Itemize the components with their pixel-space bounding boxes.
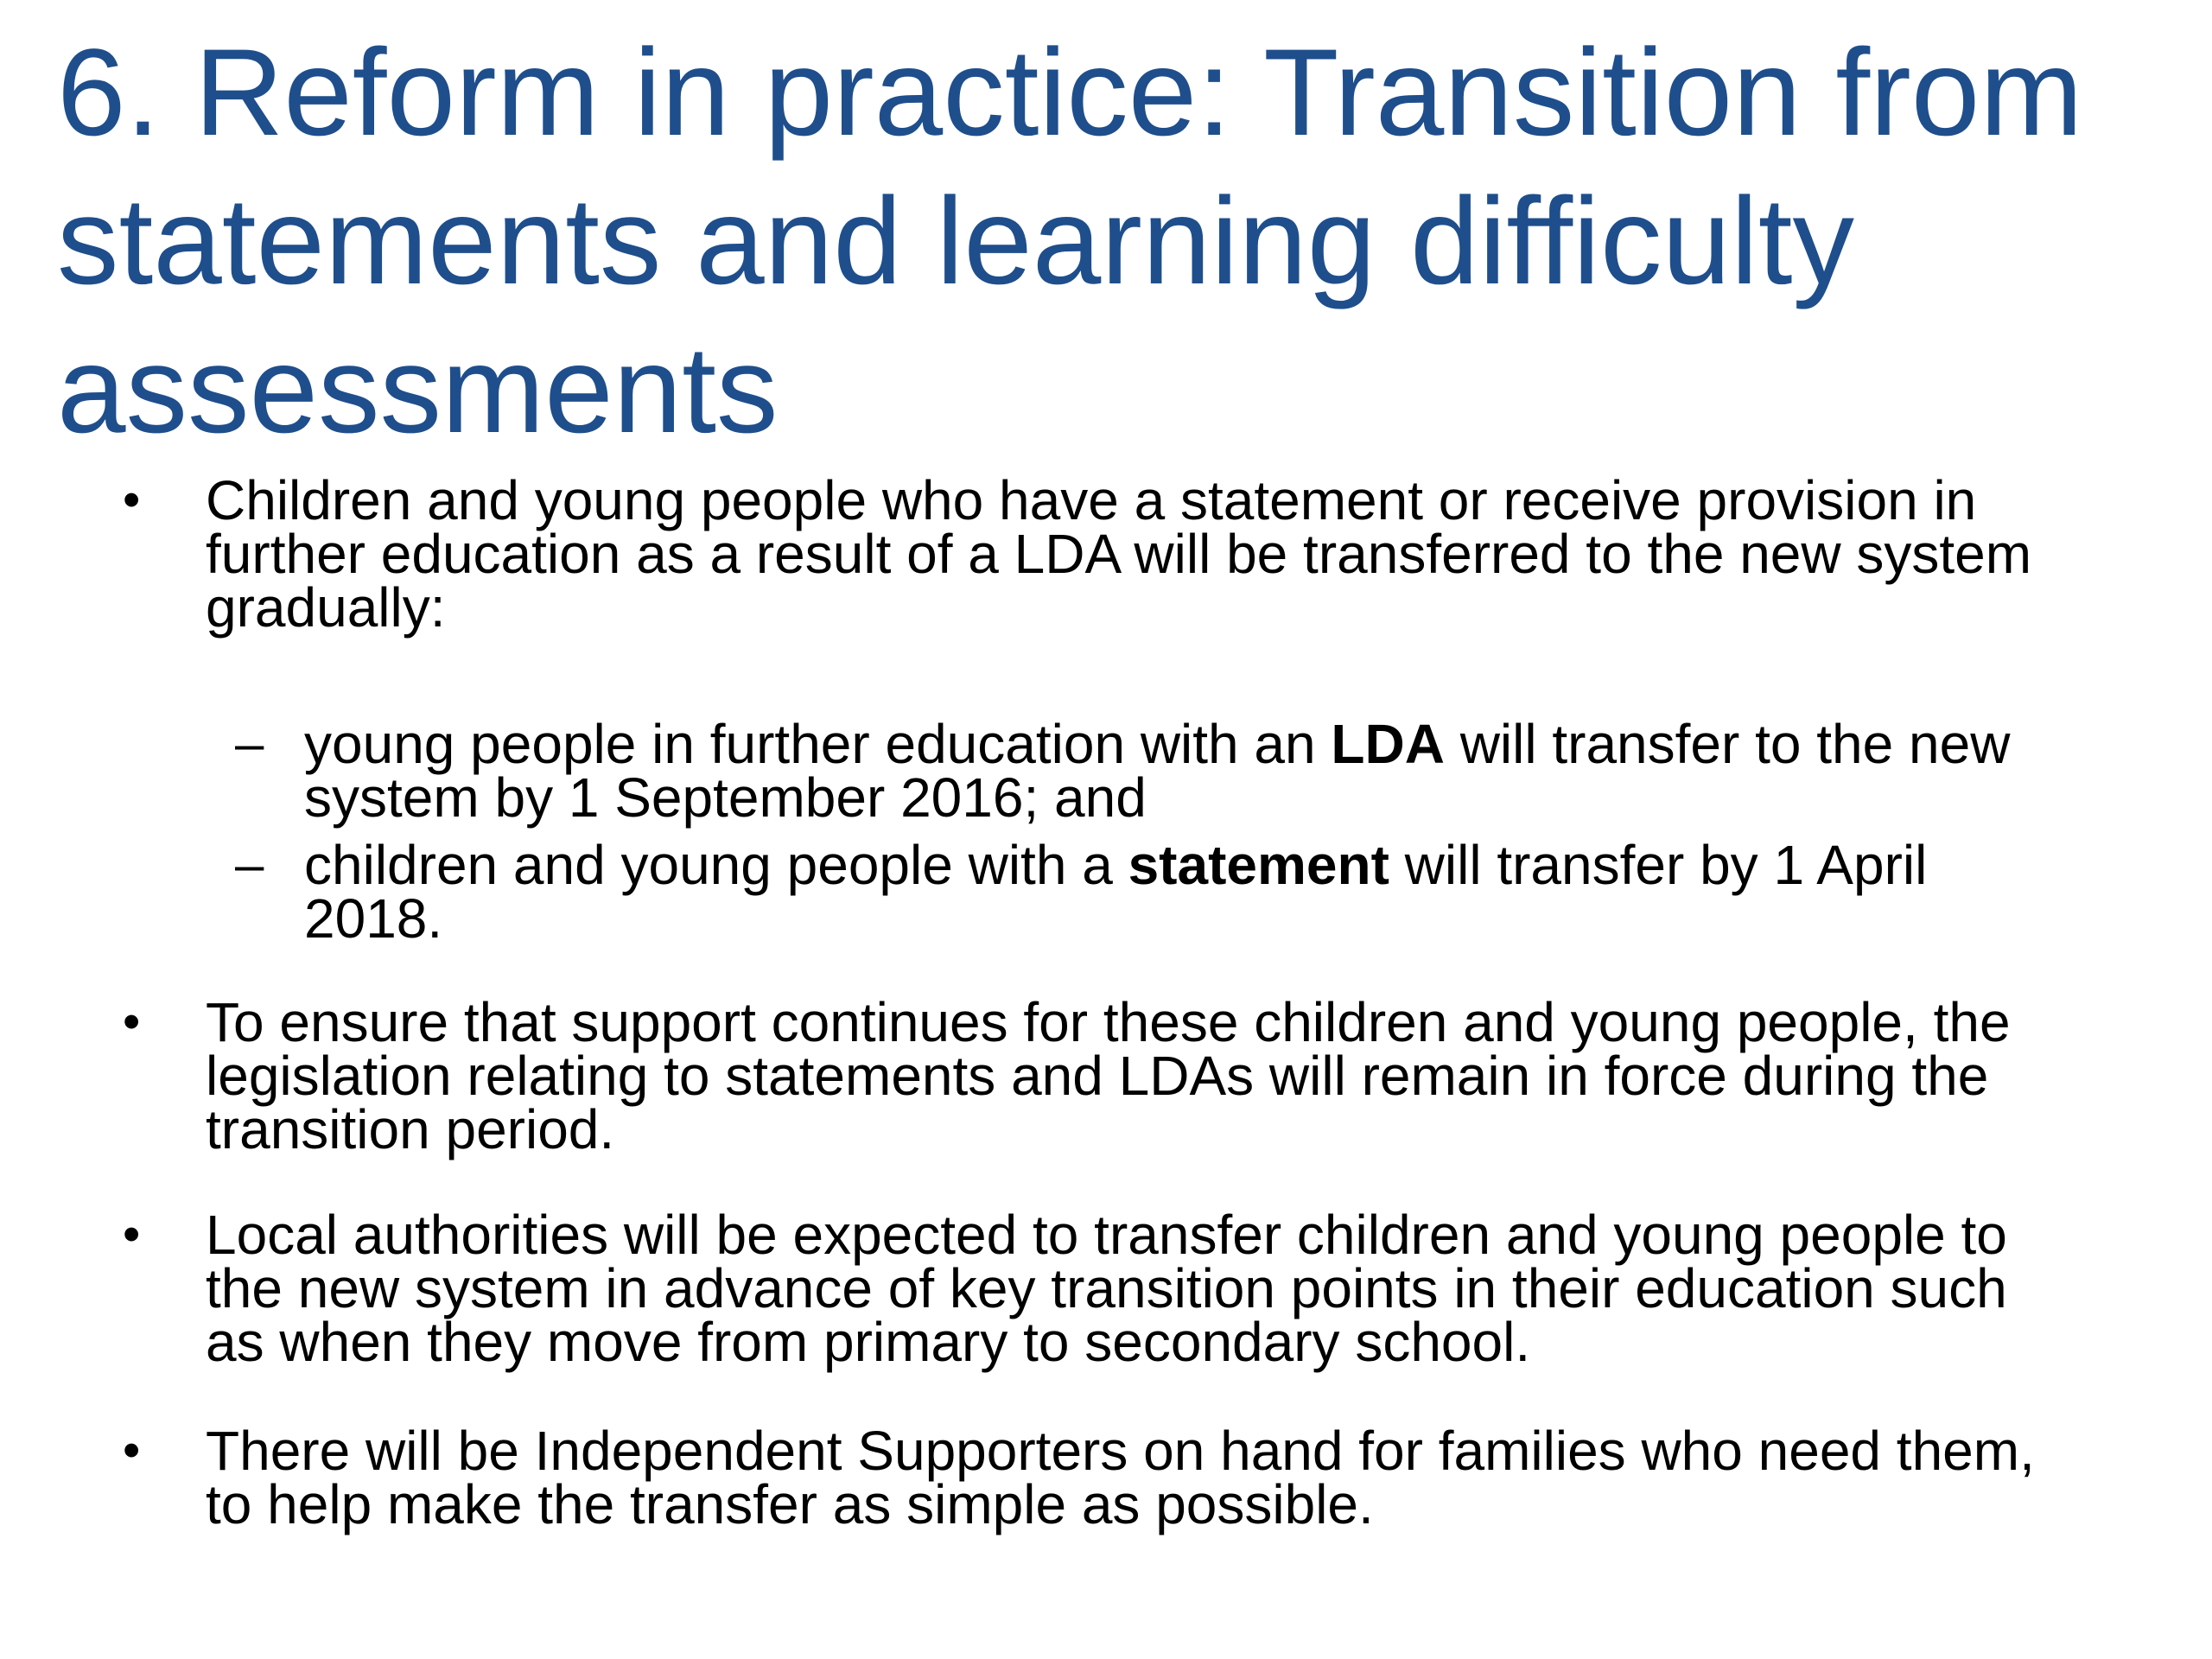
- bullet-marker: •: [123, 1206, 141, 1262]
- sub-bullet-line: [304, 834, 2162, 896]
- bullet-text: [206, 1204, 2141, 1373]
- bullet-line: the new system in advance of key transition points in their education such: [206, 1257, 2007, 1319]
- bullet-line: Local authorities will be expected to transfer children and young people to: [206, 1204, 2007, 1266]
- bold-term: statement: [1128, 834, 1389, 896]
- bullet-line: transition period.: [206, 1098, 615, 1160]
- bullet-line: legislation relating to statements and LDAs will remain in force during the: [206, 1045, 1989, 1107]
- slide-title-line: 6. Reform in practice: Transition from: [57, 24, 2083, 162]
- bullet-marker: •: [123, 1422, 141, 1478]
- bullet-line: to help make the transfer as simple as possible.: [206, 1473, 1374, 1535]
- bullet-line: There will be Independent Supporters on hand for families who need them,: [206, 1420, 2035, 1482]
- bullet-line: as when they move from primary to secondary school.: [206, 1311, 1531, 1373]
- sub-bullet-marker: –: [235, 836, 264, 893]
- slide-title-line: statements and learning difficulty: [57, 173, 1854, 310]
- bullet-text: [206, 991, 2141, 1160]
- sub-bullet-text: [304, 713, 2162, 829]
- bullet-marker: •: [123, 994, 141, 1050]
- bullet-text: [206, 1420, 2141, 1535]
- bullet-marker: •: [123, 472, 141, 528]
- text-run: young people in further education with an: [304, 713, 1332, 775]
- sub-bullet-marker: –: [235, 715, 264, 772]
- sub-bullet-line: 2018.: [304, 887, 443, 950]
- bullet-line: gradually:: [206, 576, 446, 639]
- sub-bullet-line: system by 1 September 2016; and: [304, 766, 1147, 829]
- bold-term: LDA: [1331, 713, 1445, 775]
- text-run: will transfer to the new: [1444, 713, 2011, 775]
- slide-title-line: assessments: [57, 321, 779, 459]
- bullet-line: Children and young people who have a statement or receive provision in: [206, 469, 1977, 531]
- text-run: children and young people with a: [304, 834, 1128, 896]
- sub-bullet-line: [304, 713, 2162, 775]
- slide-title: [57, 19, 2165, 465]
- text-run: will transfer by 1 April: [1389, 834, 1928, 896]
- bullet-text: [206, 469, 2141, 639]
- sub-bullet-text: [304, 834, 2162, 950]
- bullet-line: To ensure that support continues for these children and young people, the: [206, 991, 2011, 1053]
- bullet-line: further education as a result of a LDA will be transferred to the new system: [206, 523, 2032, 585]
